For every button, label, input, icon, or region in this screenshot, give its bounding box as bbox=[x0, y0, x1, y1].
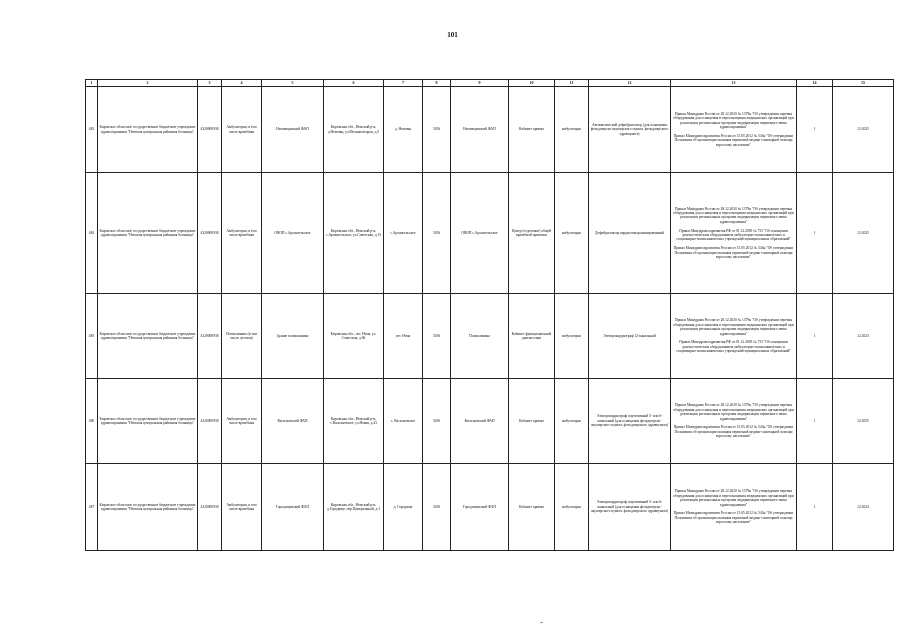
address: Кировская обл., Немский р-н, с.Васильевское, ул.Новая, д.23 bbox=[324, 379, 384, 464]
delivery-date: 12.2023 bbox=[833, 294, 894, 379]
facility: Немовщинский ФАП bbox=[451, 87, 509, 173]
locality-code: 3106 bbox=[423, 379, 451, 464]
room: Центр (отделение) общей врачебной практики bbox=[509, 173, 555, 294]
delivery-date: 12.2025 bbox=[833, 87, 894, 173]
scan-mark bbox=[540, 622, 543, 623]
locality: пгт. Нема bbox=[384, 294, 423, 379]
column-number: 2 bbox=[98, 80, 198, 87]
care-form: амбулаторно bbox=[555, 379, 589, 464]
page-number: 101 bbox=[447, 31, 458, 39]
quantity: 1 bbox=[797, 379, 833, 464]
care-form: амбулаторно bbox=[555, 294, 589, 379]
column-number: 3 bbox=[198, 80, 222, 87]
organization: Кировское областное государственное бюджетное учреждение здравоохранения "Немская центральная районная больница" bbox=[98, 87, 198, 173]
org-code: 4320000938 bbox=[198, 464, 222, 551]
locality-code: 3106 bbox=[423, 464, 451, 551]
legal-basis: Приказ Минздрава России от 28.12.2020 № 1379н "Об утверждении перечня оборудования для оснащения и переоснащения медицинских организаций при реализации региональных программ модернизации первичного звена здравоохранения" Приказ Минздравсоцразвития России от 15.05.2012 № 543н "Об утверждении Положения об организации оказания первичной медико-санитарной помощи взрослому населению" bbox=[671, 87, 797, 173]
locality-code: 3106 bbox=[423, 87, 451, 173]
equipment: Дефибриллятор кардиосинхронизированный bbox=[589, 173, 671, 294]
legal-basis: Приказ Минздрава России от 28.12.2020 № 1379н "Об утверждении перечня оборудования для оснащения и переоснащения медицинских организаций при реализации региональных программ модернизации первичного звена здравоохранения" Приказ Минздравсоцразвития России от 15.05.2012 № 543н "Об утверждении Положения об организации оказания первичной медико-санитарной помощи взрослому населению" bbox=[671, 379, 797, 464]
equipment: Электрокардиограф 12-канальный bbox=[589, 294, 671, 379]
column-number: 12 bbox=[589, 80, 671, 87]
legal-basis: Приказ Минздрава России от 28.12.2020 № 1379н "Об утверждении перечня оборудования для оснащения и переоснащения медицинских организаций при реализации региональных программ модернизации первичного звена здравоохранения" Приказ Минздравсоцразвития РФ от 01.12.2005 № 753 "Об оснащении диагностическим оборудованием амбулаторно-поликлинических и стационарно-поликлинических учреждений муниципальных образований" Приказ Минздравсоцразвития России от 15.05.2012 № 543н "Об утверждении Положения об организации оказания первичной медико-санитарной помощи взрослому населению" bbox=[671, 173, 797, 294]
address: Кировская обл., Немский р-н, с.Архангельское, ул.Советская, д.15 bbox=[324, 173, 384, 294]
care-form: амбулаторно bbox=[555, 87, 589, 173]
column-number: 9 bbox=[451, 80, 509, 87]
column-number: 6 bbox=[324, 80, 384, 87]
address: Кировская обл., пгт. Нема, ул. Советская, д.66 bbox=[324, 294, 384, 379]
table-row bbox=[86, 464, 894, 551]
organization: Кировское областное государственное бюджетное учреждение здравоохранения "Немская центральная районная больница" bbox=[98, 294, 198, 379]
quantity: 1 bbox=[797, 464, 833, 551]
organization: Кировское областное государственное бюджетное учреждение здравоохранения "Немская центральная районная больница" bbox=[98, 173, 198, 294]
facility: Поликлиника bbox=[451, 294, 509, 379]
equipment-table bbox=[85, 79, 894, 551]
facility-type: Амбулатория, в том числе врачебная bbox=[222, 379, 262, 464]
locality: д. Городище bbox=[384, 464, 423, 551]
equipment: Электрокардиограф портативный 3- или 6-канальный (для оснащения фельдшерско-акушерского пункта, фельдшерского здравпункта) bbox=[589, 379, 671, 464]
quantity: 1 bbox=[797, 173, 833, 294]
column-number: 8 bbox=[423, 80, 451, 87]
org-code: 4320000938 bbox=[198, 173, 222, 294]
row-number: 484 bbox=[86, 173, 98, 294]
facility: ОВОП с.Архангельское bbox=[451, 173, 509, 294]
care-form: амбулаторно bbox=[555, 173, 589, 294]
locality-code: 3106 bbox=[423, 173, 451, 294]
unit-name: Городищенский ФАП bbox=[262, 464, 324, 551]
unit-name: ОВОП с.Архангельское bbox=[262, 173, 324, 294]
unit-name: Васильевский ФАП bbox=[262, 379, 324, 464]
locality: с.Архангельское bbox=[384, 173, 423, 294]
column-number: 5 bbox=[262, 80, 324, 87]
row-number: 485 bbox=[86, 294, 98, 379]
unit-name: Немовщинский ФАП bbox=[262, 87, 324, 173]
legal-basis: Приказ Минздрава России от 28.12.2020 № 1379н "Об утверждении перечня оборудования для оснащения и переоснащения медицинских организаций при реализации региональных программ модернизации первичного звена здравоохранения" Приказ Минздравсоцразвития России от 15.05.2012 № 543н "Об утверждении Положения об организации оказания первичной медико-санитарной помощи взрослому населению" bbox=[671, 464, 797, 551]
table-row bbox=[86, 294, 894, 379]
delivery-date: 12.2025 bbox=[833, 173, 894, 294]
room: Кабинет приема bbox=[509, 87, 555, 173]
facility: Городищенский ФАП bbox=[451, 464, 509, 551]
facility-type: Амбулатория, в том числе врачебная bbox=[222, 464, 262, 551]
table-row bbox=[86, 173, 894, 294]
column-number: 13 bbox=[671, 80, 797, 87]
organization: Кировское областное государственное бюджетное учреждение здравоохранения "Немская центральная районная больница" bbox=[98, 379, 198, 464]
table-row bbox=[86, 87, 894, 173]
row-number: 486 bbox=[86, 379, 98, 464]
facility-type: Поликлиника (в том числе детская) bbox=[222, 294, 262, 379]
row-number: 482 bbox=[86, 87, 98, 173]
legal-basis: Приказ Минздрава России от 28.12.2020 № 1379н "Об утверждении перечня оборудования для оснащения и переоснащения медицинских организаций при реализации региональных программ модернизации первичного звена здравоохранения" Приказ Минздравсоцразвития РФ от 01.12.2005 № 753 "Об оснащении диагностическим оборудованием амбулаторно-поликлинических и стационарно-поликлинических учреждений муниципальных образований" bbox=[671, 294, 797, 379]
address: Кировская обл., Немский р-н, д.Городище, пер.Центральный, д.3 bbox=[324, 464, 384, 551]
org-code: 4320000938 bbox=[198, 379, 222, 464]
column-number: 4 bbox=[222, 80, 262, 87]
equipment: Автоматический дефибриллятор (для оснащения фельдшерско-акушерского пункта, фельдшерского здравпункта) bbox=[589, 87, 671, 173]
room: Кабинет приема bbox=[509, 379, 555, 464]
organization: Кировское областное государственное бюджетное учреждение здравоохранения "Немская центральная районная больница" bbox=[98, 464, 198, 551]
room: Кабинет функциональной диагностики bbox=[509, 294, 555, 379]
care-form: амбулаторно bbox=[555, 464, 589, 551]
column-number: 11 bbox=[555, 80, 589, 87]
locality-code: 3106 bbox=[423, 294, 451, 379]
column-number: 1 bbox=[86, 80, 98, 87]
column-number: 14 bbox=[797, 80, 833, 87]
column-number-row bbox=[86, 80, 894, 87]
quantity: 1 bbox=[797, 87, 833, 173]
quantity: 1 bbox=[797, 294, 833, 379]
row-number: 487 bbox=[86, 464, 98, 551]
delivery-date: 12.2025 bbox=[833, 379, 894, 464]
address: Кировская обл., Немский р-н, д.Немовщ, ул.Механизаторов, д.5 bbox=[324, 87, 384, 173]
equipment: Электрокардиограф портативный 3- или 6-канальный (для оснащения фельдшерско-акушерского пункта, фельдшерского здравпункта) bbox=[589, 464, 671, 551]
column-number: 10 bbox=[509, 80, 555, 87]
column-number: 15 bbox=[833, 80, 894, 87]
facility: Васильевский ФАП bbox=[451, 379, 509, 464]
room: Кабинет приема bbox=[509, 464, 555, 551]
org-code: 4320000938 bbox=[198, 87, 222, 173]
unit-name: Здание поликлиники bbox=[262, 294, 324, 379]
delivery-date: 12.2024 bbox=[833, 464, 894, 551]
column-number: 7 bbox=[384, 80, 423, 87]
org-code: 4320000938 bbox=[198, 294, 222, 379]
facility-type: Амбулатория, в том числе врачебная bbox=[222, 173, 262, 294]
locality: д. Немовщ bbox=[384, 87, 423, 173]
table-row bbox=[86, 379, 894, 464]
facility-type: Амбулатория, в том числе врачебная bbox=[222, 87, 262, 173]
locality: с. Васильевское bbox=[384, 379, 423, 464]
